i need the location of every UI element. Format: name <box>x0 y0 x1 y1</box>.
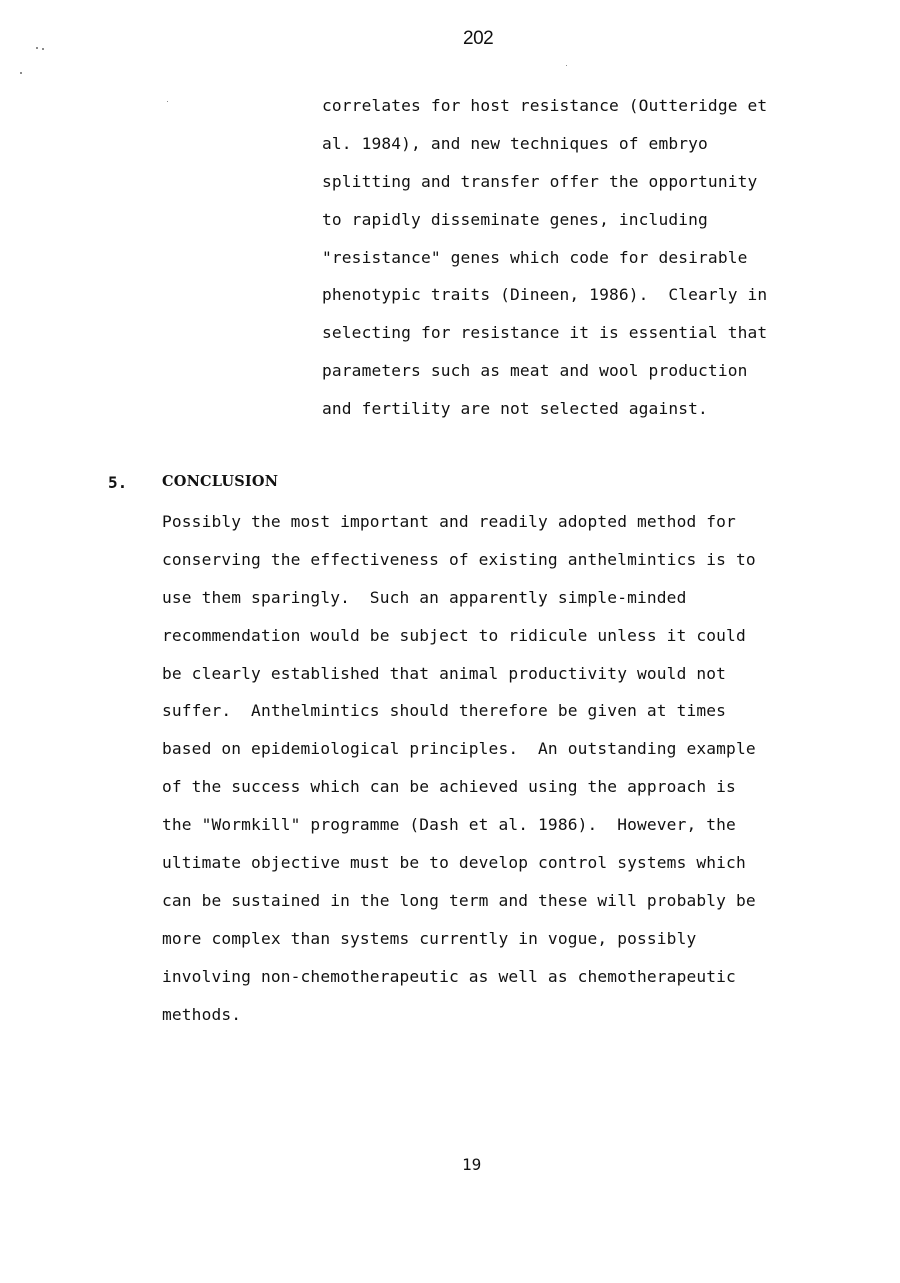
conclusion-paragraph <box>162 509 892 1039</box>
text-line: the "Wormkill" programme (Dash et al. 1986). However, the <box>162 815 736 835</box>
text-line: be clearly established that animal productivity would not <box>162 663 727 683</box>
scan-speck <box>566 65 567 66</box>
text-line: use them sparingly. Such an apparently simple-minded <box>162 587 687 607</box>
text-line: phenotypic traits (Dineen, 1986). Clearly in <box>322 285 768 305</box>
text-line: methods. <box>162 1004 242 1024</box>
section-heading: CONCLUSION <box>162 473 279 490</box>
text-line: al. 1984), and new techniques of embryo <box>322 133 708 153</box>
text-line: can be sustained in the long term and these will probably be <box>162 890 756 910</box>
text-line: of the success which can be achieved using the approach is <box>162 777 736 797</box>
text-line: "resistance" genes which code for desirable <box>322 247 748 267</box>
page-number-top: 202 <box>463 28 494 49</box>
scan-speck <box>42 48 44 50</box>
scan-speck <box>36 47 38 49</box>
text-line: parameters such as meat and wool production <box>322 361 748 381</box>
text-line: based on epidemiological principles. An outstanding example <box>162 739 756 759</box>
text-line: more complex than systems currently in vogue, possibly <box>162 928 697 948</box>
section-number: 5. <box>108 473 128 492</box>
text-line: recommendation would be subject to ridicule unless it could <box>162 625 746 645</box>
text-line: suffer. Anthelmintics should therefore be given at times <box>162 701 727 721</box>
text-line: involving non-chemotherapeutic as well as chemotherapeutic <box>162 966 736 986</box>
scan-speck <box>167 101 168 102</box>
continued-paragraph <box>322 93 892 434</box>
page-number-bottom: 19 <box>462 1155 482 1174</box>
text-line: conserving the effectiveness of existing anthelmintics is to <box>162 549 756 569</box>
scan-speck <box>20 72 22 74</box>
text-line: to rapidly disseminate genes, including <box>322 209 708 229</box>
text-line: ultimate objective must be to develop control systems which <box>162 853 746 873</box>
text-line: selecting for resistance it is essential that <box>322 323 768 343</box>
text-line: and fertility are not selected against. <box>322 399 708 419</box>
text-line: splitting and transfer offer the opportunity <box>322 171 758 191</box>
text-line: Possibly the most important and readily adopted method for <box>162 512 736 531</box>
text-line: correlates for host resistance (Outteridge et <box>322 96 768 115</box>
